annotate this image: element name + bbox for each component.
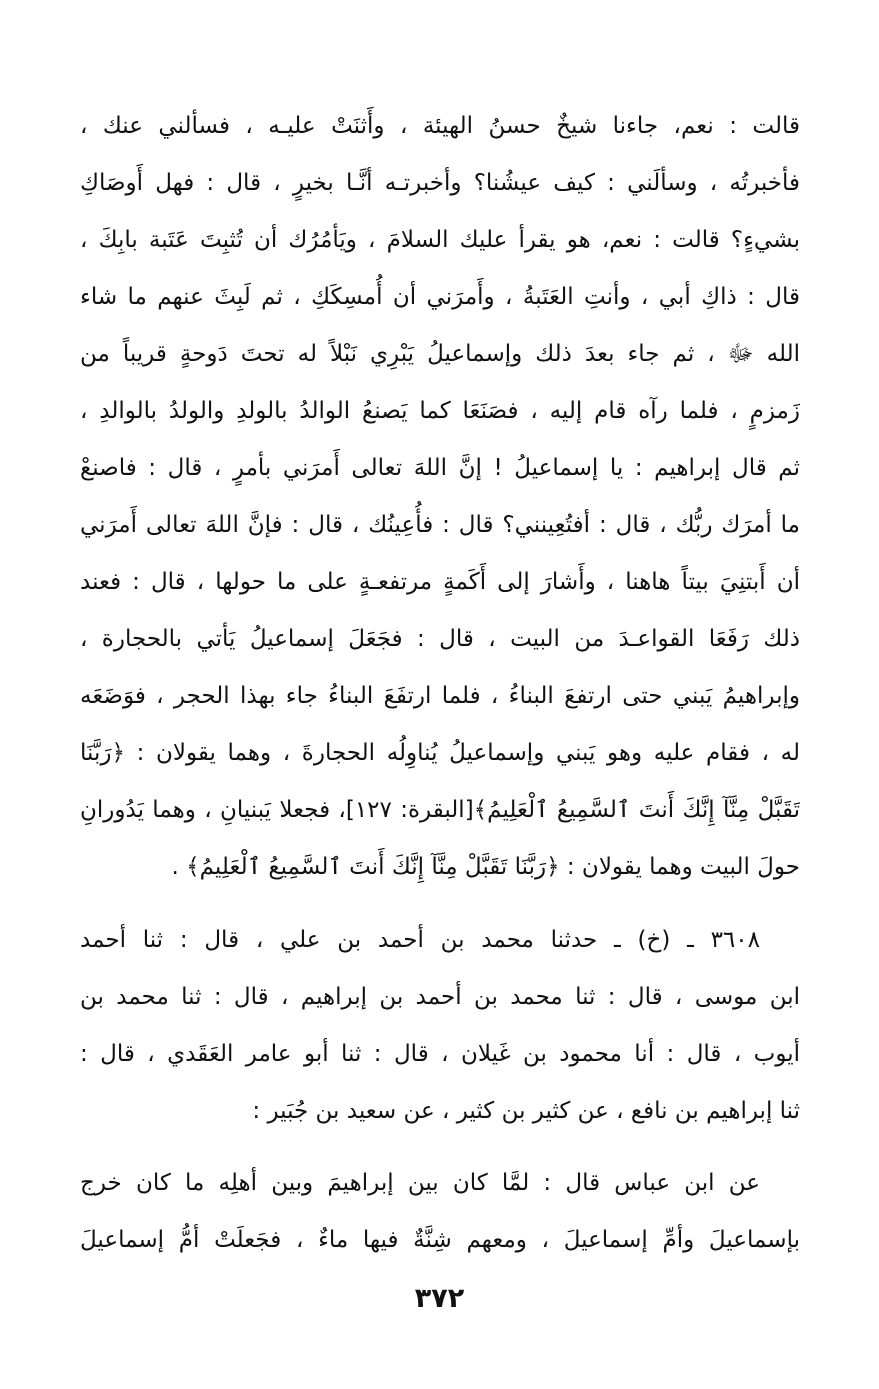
text-line: ما أمرَك ربُّك ، قال : أفتُعِينني؟ قال : فأُعِينُك ، قال : فإنَّ اللهَ تعالى أَمرَني xyxy=(80,512,800,538)
paragraph-hadith xyxy=(80,1155,800,1269)
paragraph-narrative xyxy=(80,98,800,896)
text-line: أيوب ، قال : أنا محمود بن غَيلان ، قال : ثنا أبو عامر العَقَدي ، قال : xyxy=(80,1041,800,1067)
text-line: ثم قال إبراهيم : يا إسماعيلُ ! إنَّ اللهَ تعالى أَمرَني بأمرٍ ، قال : فاصنعْ xyxy=(80,455,800,481)
text-line: ٣٦٠٨ ـ (خ) ـ حدثنا محمد بن أحمد بن علي ، قال : ثنا أحمد xyxy=(80,927,760,953)
paragraph-isnad xyxy=(80,912,800,1140)
text-line: ثنا إبراهيم بن نافع ، عن كثير بن كثير ، عن سعيد بن جُبَير : xyxy=(252,1098,800,1124)
text-line: قالت : نعم، جاءنا شيخٌ حسنُ الهيئة ، وأَثنَتْ عليـه ، فسألني عنك ، xyxy=(80,113,800,139)
text-line: حولَ البيت وهما يقولان : ﴿رَبَّنَا تَقَبَّلْ مِنَّآ إِنَّكَ أَنتَ ٱلسَّمِيعُ ٱلْعَلِيمُ﴾ . xyxy=(171,854,800,880)
text-line: الله ﷻ ، ثم جاء بعدَ ذلك وإسماعيلُ يَبْرِي نَبْلاً له تحتَ دَوحةٍ قريباً من xyxy=(80,341,800,367)
text-line: وإبراهيمُ يَبني حتى ارتفعَ البناءُ ، فلما ارتفَعَ البناءُ جاء بهذا الحجر ، فوَضَعَه xyxy=(80,683,800,709)
text-line: له ، فقام عليه وهو يَبني وإسماعيلُ يُناوِلُه الحجارةَ ، وهما يقولان : ﴿رَبَّنَا xyxy=(80,740,800,766)
text-line: بشيءٍ؟ قالت : نعم، هو يقرأ عليك السلامَ ، ويَأمُرُك أن تُثبِتَ عَتَبة بابِكَ ، xyxy=(80,227,800,253)
text-line: ابن موسى ، قال : ثنا محمد بن أحمد بن إبراهيم ، قال : ثنا محمد بن xyxy=(80,984,800,1010)
text-line: بإسماعيلَ وأمِّ إسماعيلَ ، ومعهم شِنَّةٌ فيها ماءٌ ، فجَعلَتْ أمُّ إسماعيلَ xyxy=(80,1227,800,1253)
text-line: تَقَبَّلْ مِنَّآ إِنَّكَ أَنتَ ٱلسَّمِيعُ ٱلْعَلِيمُ﴾[البقرة: ١٢٧]، فجعلا يَبنيانِ ، وهما يَدُورانِ xyxy=(80,797,800,823)
text-line: أن أَبتنِيَ بيتاً هاهنا ، وأَشارَ إلى أَكَمةٍ مرتفعـةٍ على ما حولها ، قال : فعند xyxy=(80,569,800,595)
text-line: زَمزمٍ ، فلما رآه قام إليه ، فصَنَعَا كما يَصنعُ الوالدُ بالولدِ والولدُ بالوالدِ ، xyxy=(80,398,800,424)
text-line: قال : ذاكِ أبي ، وأنتِ العَتَبةُ ، وأَمرَني أن أُمسِكَكِ ، ثم لَبِثَ عنهم ما شاء xyxy=(80,284,800,310)
text-line: عن ابن عباس قال : لمَّا كان بين إبراهيمَ وبين أهلِه ما كان خرج xyxy=(80,1170,760,1196)
page-number: ٣٧٢ xyxy=(414,1283,465,1314)
text-line: فأخبرتُه ، وسألَني : كيف عيشُنا؟ وأخبرتـه أنَّـا بخيرٍ ، قال : فهل أَوصَاكِ xyxy=(80,170,800,196)
text-line: ذلك رَفَعَا القواعـدَ من البيت ، قال : فجَعَلَ إسماعيلُ يَأتي بالحجارة ، xyxy=(80,626,800,652)
